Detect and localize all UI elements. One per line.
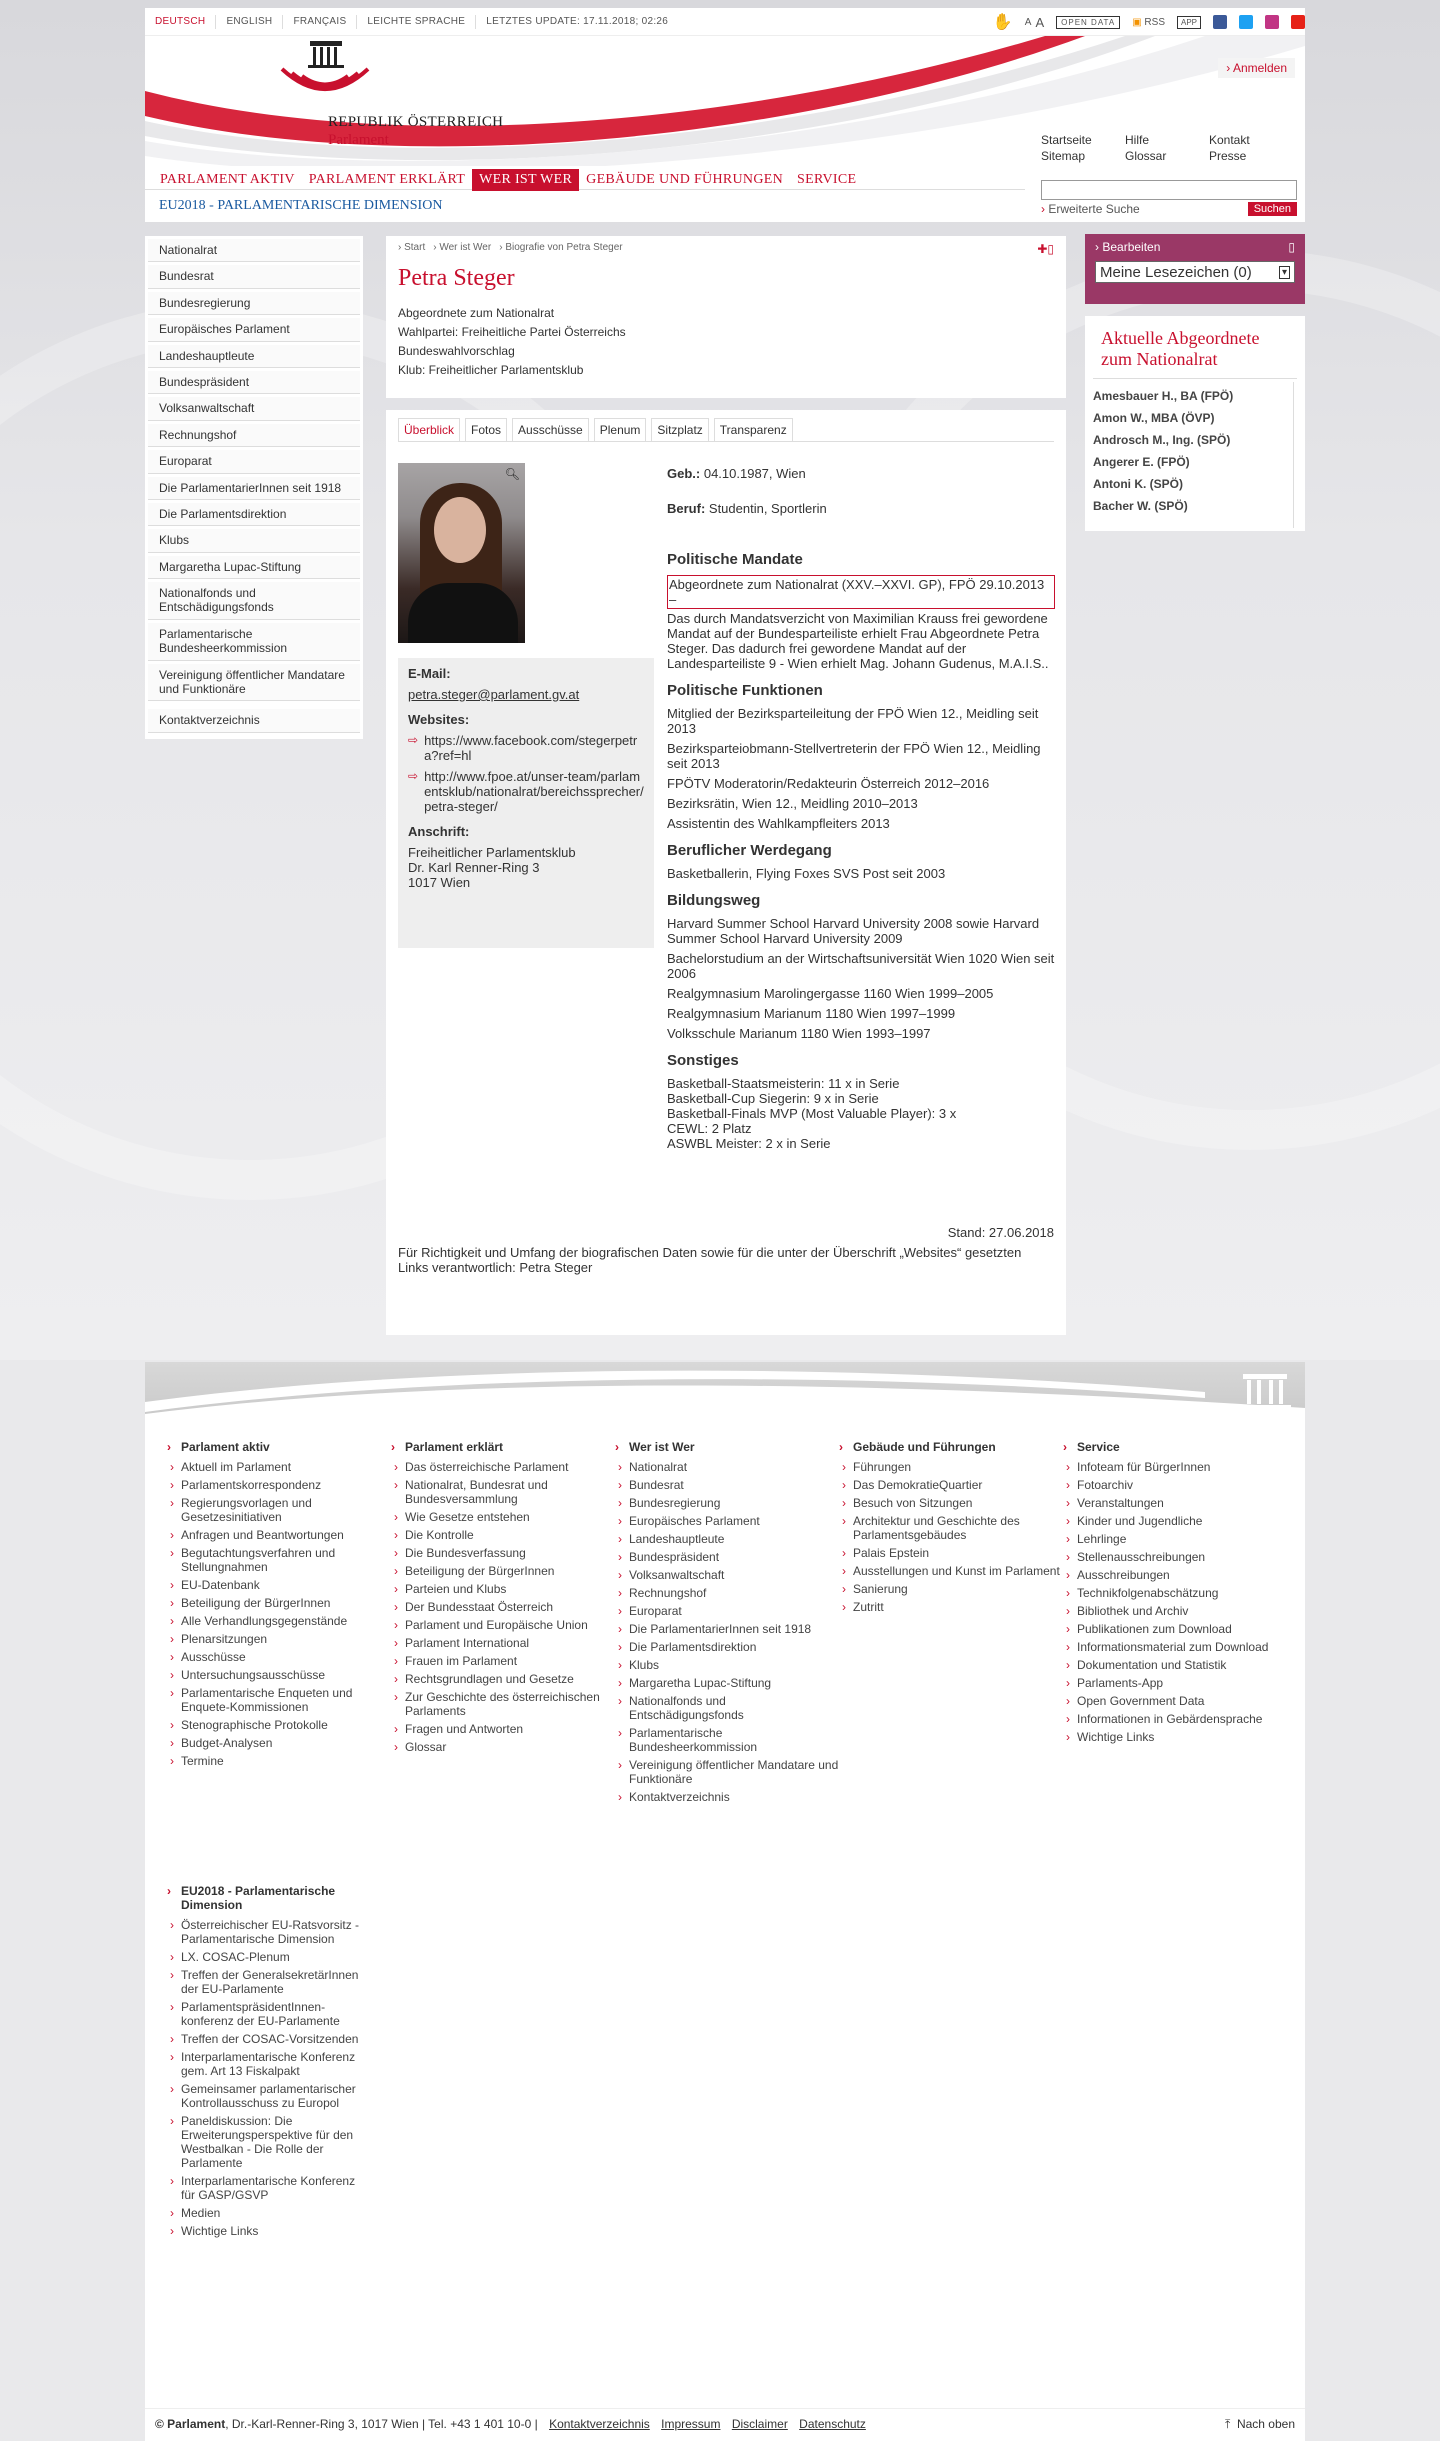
footer-link[interactable]: › Frauen im Parlament	[391, 1654, 615, 1668]
bio-item: Bezirksparteiobmann-Stellvertreterin der FPÖ Wien 12., Meidling seit 2013	[667, 741, 1041, 771]
footer-link[interactable]: › Medien	[167, 2206, 367, 2220]
footer-link[interactable]: › Zur Geschichte des österreichischen Parlaments	[391, 1690, 615, 1718]
tab-ueberblick[interactable]: Überblick	[398, 418, 460, 441]
section-heading: Politische Funktionen	[667, 682, 823, 699]
sidenav-item[interactable]: Nationalrat	[148, 239, 360, 262]
footer-link[interactable]: › Technikfolgenabschätzung	[1063, 1586, 1287, 1600]
footer-link[interactable]: › Parlamentskorrespondenz	[167, 1478, 391, 1492]
footer-link[interactable]: › Alle Verhandlungsgegenstände	[167, 1614, 391, 1628]
footer-link[interactable]: › Gemeinsamer parlamentarischer Kontrollausschuss zu Europol	[167, 2082, 367, 2110]
profile-header	[386, 236, 1066, 398]
footer-swoosh	[145, 1362, 1305, 1420]
external-link-icon: ⇨	[408, 769, 419, 783]
highlighted-mandate: Abgeordnete zum Nationalrat (XXV.–XXVI. GP), FPÖ 29.10.2013 –	[667, 575, 1055, 609]
profession-info: Beruf: Studentin, Sportlerin	[667, 501, 827, 516]
box-title: Aktuelle Abgeordnete zum Nationalrat	[1093, 324, 1297, 379]
breadcrumb-item: › Biografie von Petra Steger	[499, 242, 623, 253]
footer-link[interactable]: › Budget-Analysen	[167, 1736, 391, 1750]
footer-link[interactable]: › Europarat	[615, 1604, 839, 1618]
member-link[interactable]: Androsch M., Ing. (SPÖ)	[1093, 433, 1231, 447]
nav-wer-ist-wer[interactable]: WER IST WER	[472, 169, 579, 191]
footer-link[interactable]: › Wie Gesetze entstehen	[391, 1510, 615, 1524]
sidenav-item[interactable]: Bundesregierung	[148, 292, 360, 315]
person-party: Wahlpartei: Freiheitliche Partei Österreichs	[398, 325, 626, 339]
info-icon[interactable]: ▯	[1288, 240, 1295, 254]
footer-link[interactable]: › Treffen der COSAC-Vorsitzenden	[167, 2032, 367, 2046]
footer-link[interactable]: › Interparlamentarische Konferenz gem. Art 13 Fiskalpakt	[167, 2050, 367, 2078]
main-nav	[153, 169, 863, 191]
footer-link[interactable]: › Parlamentarische Bundesheerkommission	[615, 1726, 839, 1754]
footer-link[interactable]: › Lehrlinge	[1063, 1532, 1287, 1546]
sign-language-icon[interactable]: ✋	[992, 14, 1013, 31]
bio-item: Mitglied der Bezirksparteileitung der FPÖ Wien 12., Meidling seit 2013	[667, 706, 1039, 736]
person-role: Abgeordnete zum Nationalrat	[398, 306, 555, 320]
instagram-icon[interactable]	[1265, 15, 1279, 29]
footer-link[interactable]: › Rechtsgrundlagen und Gesetze	[391, 1672, 615, 1686]
bookmark-add-icon[interactable]: ✚▯	[1037, 242, 1054, 256]
footer-link[interactable]: › Glossar	[391, 1740, 615, 1754]
footer-link[interactable]: › Rechnungshof	[615, 1586, 839, 1600]
lang-francais[interactable]: FRANÇAIS	[283, 15, 357, 29]
address-line: Dr. Karl Renner-Ring 3	[408, 860, 540, 875]
footer-link[interactable]: › Kinder und Jugendliche	[1063, 1514, 1287, 1528]
footer-link[interactable]: › Bundesrat	[615, 1478, 839, 1492]
nav-gebaeude[interactable]: GEBÄUDE UND FÜHRUNGEN	[586, 172, 784, 187]
sidenav-item[interactable]: Nationalfonds und Entschädigungsfonds	[148, 582, 360, 620]
quicklink-glossar[interactable]: Glossar	[1125, 149, 1167, 163]
footer-link[interactable]: › Parteien und Klubs	[391, 1582, 615, 1596]
footer-link[interactable]: › Interparlamentarische Konferenz für GASP/GSVP	[167, 2174, 367, 2202]
footer-link[interactable]: › Termine	[167, 1754, 391, 1768]
member-link[interactable]: Antoni K. (SPÖ)	[1093, 477, 1183, 491]
tab-sitzplatz[interactable]: Sitzplatz	[651, 418, 708, 441]
footer-link[interactable]: › ParlamentspräsidentInnen-konferenz der EU-Parlamente	[167, 2000, 367, 2028]
footer-link[interactable]: › Österreichischer EU-Ratsvorsitz - Parlamentarische Dimension	[167, 1918, 367, 1946]
parliament-logo[interactable]	[280, 39, 370, 104]
member-link[interactable]: Amon W., MBA (ÖVP)	[1093, 411, 1215, 425]
footer-link[interactable]: › Das österreichische Parlament	[391, 1460, 615, 1474]
tab-plenum[interactable]: Plenum	[594, 418, 647, 441]
footer-link[interactable]: › Informationen in Gebärdensprache	[1063, 1712, 1287, 1726]
sidenav-item[interactable]: Margaretha Lupac-Stiftung	[148, 556, 360, 579]
footer-link[interactable]: › Volksanwaltschaft	[615, 1568, 839, 1582]
tab-transparenz[interactable]: Transparenz	[714, 418, 793, 441]
footer-link[interactable]: › Parlament International	[391, 1636, 615, 1650]
footer-link[interactable]: › Dokumentation und Statistik	[1063, 1658, 1287, 1672]
portrait-photo[interactable]	[398, 463, 525, 643]
bio-item: CEWL: 2 Platz	[667, 1121, 752, 1136]
footer-link[interactable]: › Die Parlamentsdirektion	[615, 1640, 839, 1654]
footer-link[interactable]: › Parlament und Europäische Union	[391, 1618, 615, 1632]
twitter-icon[interactable]	[1239, 15, 1253, 29]
lang-leichte-sprache[interactable]: LEICHTE SPRACHE	[357, 15, 476, 29]
footer-link[interactable]: › Veranstaltungen	[1063, 1496, 1287, 1510]
logo-republik: REPUBLIK ÖSTERREICH	[328, 114, 504, 130]
chevron-right-icon: ›	[1041, 202, 1045, 216]
last-update: LETZTES UPDATE: 17.11.2018; 02:26	[486, 15, 669, 27]
footer-link[interactable]: › Open Government Data	[1063, 1694, 1287, 1708]
back-to-top-link[interactable]: ⤒ Nach oben	[1224, 2417, 1295, 2431]
footer-link[interactable]: › Ausschüsse	[167, 1650, 391, 1664]
footer-link[interactable]: › Begutachtungsverfahren und Stellungnahmen	[167, 1546, 391, 1574]
bio-item: Basketball-Finals MVP (Most Valuable Player): 3 x	[667, 1106, 957, 1121]
footer-link[interactable]: › Nationalfonds und Entschädigungsfonds	[615, 1694, 839, 1722]
external-link-icon: ⇨	[408, 733, 419, 747]
address-line: 1017 Wien	[408, 875, 471, 890]
parliament-building-icon	[280, 39, 370, 101]
quicklink-startseite[interactable]: Startseite	[1041, 133, 1092, 147]
login-button[interactable]: › Anmelden	[1218, 58, 1295, 78]
footer-link[interactable]: › Der Bundesstaat Österreich	[391, 1600, 615, 1614]
facebook-icon[interactable]	[1213, 15, 1227, 29]
breadcrumb-item[interactable]: › Wer ist Wer	[433, 242, 492, 253]
footer-heading[interactable]: › Service	[1063, 1440, 1287, 1454]
footer-link[interactable]: › Europäisches Parlament	[615, 1514, 839, 1528]
footer-link[interactable]: › Bundesregierung	[615, 1496, 839, 1510]
zoom-icon[interactable]: 🔍︎	[504, 467, 520, 481]
footer-link[interactable]: › Margaretha Lupac-Stiftung	[615, 1676, 839, 1690]
quick-links	[1041, 133, 1293, 163]
footer-link[interactable]: › Vereinigung öffentlicher Mandatare und Funktionäre	[615, 1758, 839, 1786]
nav-eu2018[interactable]: EU2018 - PARLAMENTARISCHE DIMENSION	[159, 198, 443, 213]
person-club: Klub: Freiheitlicher Parlamentsklub	[398, 363, 584, 377]
footer-link[interactable]: › Informationsmaterial zum Download	[1063, 1640, 1287, 1654]
bio-item: Realgymnasium Marolingergasse 1160 Wien 1999–2005	[667, 986, 994, 1001]
footer-link[interactable]: › Fotoarchiv	[1063, 1478, 1287, 1492]
parliament-building-icon	[1237, 1370, 1293, 1412]
footer-link[interactable]: › Kontaktverzeichnis	[615, 1790, 839, 1804]
nav-service[interactable]: SERVICE	[797, 172, 857, 187]
footer-link[interactable]: › Zutritt	[839, 1600, 1063, 1614]
page-title: Petra Steger	[398, 265, 515, 291]
footer-legal-link[interactable]: Datenschutz	[799, 2417, 866, 2431]
footer-link[interactable]: › Klubs	[615, 1658, 839, 1672]
bio-item: Volksschule Marianum 1180 Wien 1993–1997	[667, 1026, 931, 1041]
sidenav-item[interactable]: Klubs	[148, 529, 360, 552]
footer-link[interactable]: › Stellenausschreibungen	[1063, 1550, 1287, 1564]
footer-link[interactable]: › Wichtige Links	[1063, 1730, 1287, 1744]
breadcrumb	[398, 242, 1054, 253]
address-line: Freiheitlicher Parlamentsklub	[408, 845, 576, 860]
footer-link[interactable]: › Die ParlamentarierInnen seit 1918	[615, 1622, 839, 1636]
footer-link[interactable]: › Untersuchungsausschüsse	[167, 1668, 391, 1682]
footer-link[interactable]: › Die Bundesverfassung	[391, 1546, 615, 1560]
advanced-search-link[interactable]: › Erweiterte Suche	[1041, 202, 1140, 216]
footer-column	[391, 1440, 615, 1808]
footer-link[interactable]: › Parlamentarische Enqueten und Enquete-Kommissionen	[167, 1686, 391, 1714]
tab-fotos[interactable]: Fotos	[465, 418, 507, 441]
sidenav-item[interactable]: Volksanwaltschaft	[148, 397, 360, 420]
lang-english[interactable]: ENGLISH	[216, 15, 283, 29]
quicklink-presse[interactable]: Presse	[1209, 149, 1247, 163]
footer-link[interactable]: › Nationalrat	[615, 1460, 839, 1474]
breadcrumb-item[interactable]: › Start	[398, 242, 426, 253]
bookmarks-select[interactable]: Meine Lesezeichen (0) ▾	[1095, 261, 1295, 283]
footer-link[interactable]: › Palais Epstein	[839, 1546, 1063, 1560]
sidenav-item[interactable]: Europarat	[148, 450, 360, 473]
footer-heading[interactable]: › Wer ist Wer	[615, 1440, 839, 1454]
bio-item: Harvard Summer School Harvard University 2008 sowie Harvard Summer School Harvard University 2009	[667, 916, 1040, 946]
footer-link[interactable]: › LX. COSAC-Plenum	[167, 1950, 367, 1964]
open-data-button[interactable]: OPEN DATA	[1056, 16, 1120, 29]
lang-deutsch[interactable]: DEUTSCH	[145, 15, 216, 29]
footer-link[interactable]: › Publikationen zum Download	[1063, 1622, 1287, 1636]
contact-box	[398, 658, 654, 948]
footer-eu-column	[167, 1884, 367, 2242]
footer-link[interactable]: › Wichtige Links	[167, 2224, 367, 2238]
tab-bar	[398, 418, 1054, 442]
logo-text	[328, 114, 503, 149]
member-link[interactable]: Angerer E. (FPÖ)	[1093, 455, 1190, 469]
footer-link[interactable]: › Nationalrat, Bundesrat und Bundesversammlung	[391, 1478, 615, 1506]
chevron-right-icon: ›	[1226, 61, 1231, 75]
header	[145, 8, 1305, 222]
footer-link[interactable]: › Die Kontrolle	[391, 1528, 615, 1542]
footer-link[interactable]: › Treffen der GeneralsekretärInnen der EU-Parlamente	[167, 1968, 367, 1996]
footer-link[interactable]: › Landeshauptleute	[615, 1532, 839, 1546]
font-large-button[interactable]: A	[1035, 14, 1045, 30]
sidenav-item[interactable]: Kontaktverzeichnis	[148, 709, 360, 732]
bookmarks-box	[1085, 234, 1305, 304]
main-content	[386, 236, 1066, 1335]
bio-item: Bachelorstudium an der Wirtschaftsuniversität Wien 1020 Wien seit 2006	[667, 951, 1055, 981]
rss-icon: ▣	[1132, 16, 1142, 28]
quicklink-kontakt[interactable]: Kontakt	[1209, 133, 1250, 147]
footer-link[interactable]: › Sanierung	[839, 1582, 1063, 1596]
sidenav-item[interactable]: Die Parlamentsdirektion	[148, 503, 360, 526]
profile-body	[386, 410, 1066, 1335]
last-updated: Stand: 27.06.2018	[947, 1225, 1054, 1240]
footer-column	[839, 1440, 1063, 1808]
footer-banner	[145, 1362, 1305, 1420]
quicklink-hilfe[interactable]: Hilfe	[1125, 133, 1150, 147]
font-small-button[interactable]: A	[1024, 16, 1032, 28]
member-link[interactable]: Amesbauer H., BA (FPÖ)	[1093, 389, 1234, 403]
bio-item: Basketballerin, Flying Foxes SVS Post seit 2003	[667, 866, 946, 881]
tab-ausschuesse[interactable]: Ausschüsse	[512, 418, 589, 441]
sidenav-item[interactable]: Europäisches Parlament	[148, 318, 360, 341]
rss-link[interactable]: ▣ RSS	[1132, 16, 1165, 28]
bio-item: Basketball-Staatsmeisterin: 11 x in Serie	[667, 1076, 900, 1091]
section-heading: Politische Mandate	[667, 551, 803, 568]
footer-link[interactable]: › Beteiligung der BürgerInnen	[391, 1564, 615, 1578]
footer-legal-link[interactable]: Kontaktverzeichnis	[549, 2417, 650, 2431]
bio-item: Realgymnasium Marianum 1180 Wien 1997–1999	[667, 1006, 956, 1021]
sidenav-item[interactable]: Bundespräsident	[148, 371, 360, 394]
bio-item: Assistentin des Wahlkampfleiters 2013	[667, 816, 890, 831]
footer-column	[615, 1440, 839, 1808]
person-list: Bundeswahlvorschlag	[398, 344, 515, 358]
copyright: © Parlament, Dr.-Karl-Renner-Ring 3, 1017 Wien | Tel. +43 1 401 10-0 | Kontaktverzeichnis Impressum Disclaimer Datenschutz	[155, 2417, 866, 2431]
footer-link[interactable]: › Ausschreibungen	[1063, 1568, 1287, 1582]
footer-column	[1063, 1440, 1287, 1808]
footer-link[interactable]: › Architektur und Geschichte des Parlamentsgebäudes	[839, 1514, 1063, 1542]
quicklink-sitemap[interactable]: Sitemap	[1041, 149, 1086, 163]
footer	[145, 1362, 1305, 2441]
sidenav-item[interactable]: Rechnungshof	[148, 424, 360, 447]
disclaimer-text: Für Richtigkeit und Umfang der biografischen Daten sowie für die unter der Überschrift „Websites“ gesetzten Links verantwortlich: Petra Steger	[398, 1245, 1022, 1275]
nav-parlament-aktiv[interactable]: PARLAMENT AKTIV	[160, 172, 295, 187]
toolbar	[993, 12, 1305, 32]
sidenav-item[interactable]: Landeshauptleute	[148, 345, 360, 368]
footer-link[interactable]: › Fragen und Antworten	[391, 1722, 615, 1736]
address-label: Anschrift:	[408, 824, 470, 839]
member-link[interactable]: Bacher W. (SPÖ)	[1093, 499, 1188, 513]
footer-legal-link[interactable]: Impressum	[661, 2417, 721, 2431]
website-link[interactable]: ⇨ http://www.fpoe.at/unser-team/parlamentsklub/nationalrat/bereichssprecher/petra-steger/	[408, 769, 644, 814]
footer-link[interactable]: › Paneldiskussion: Die Erweiterungsperspektive für den Westbalkan - Die Rolle der Parlamente	[167, 2114, 367, 2170]
youtube-icon[interactable]	[1291, 15, 1305, 29]
email-link[interactable]: petra.steger@parlament.gv.at	[408, 687, 580, 702]
footer-link[interactable]: › Aktuell im Parlament	[167, 1460, 391, 1474]
sidenav-item[interactable]: Parlamentarische Bundesheerkommission	[148, 623, 360, 661]
sidenav-item[interactable]: Bundesrat	[148, 265, 360, 288]
app-button[interactable]: APP	[1177, 16, 1201, 29]
birth-info: Geb.: 04.10.1987, Wien	[667, 466, 806, 481]
mandate-text: Das durch Mandatsverzicht von Maximilian Krauss frei gewordene Mandat auf der Bundesparteiliste erhielt Frau Abgeordnete Petra Steger. Das dadurch frei gewordene Mandat auf der Landesparteiliste 9 - Wien erhielt Mag. Johann Gudenus, M.A.I.S..	[667, 611, 1049, 671]
right-sidebar	[1085, 234, 1305, 531]
footer-link[interactable]: › Ausstellungen und Kunst im Parlament	[839, 1564, 1063, 1578]
footer-link[interactable]: › Infoteam für BürgerInnen	[1063, 1460, 1287, 1474]
search-input[interactable]	[1041, 180, 1297, 200]
sidenav-item[interactable]: Die ParlamentarierInnen seit 1918	[148, 477, 360, 500]
search-button[interactable]: Suchen	[1248, 202, 1297, 216]
arrow-up-icon: ⤒	[1224, 2417, 1231, 2431]
section-heading: Beruflicher Werdegang	[667, 842, 832, 859]
footer-link[interactable]: › Parlaments-App	[1063, 1676, 1287, 1690]
search-box	[1041, 180, 1297, 216]
bio-item: ASWBL Meister: 2 x in Serie	[667, 1136, 831, 1151]
footer-link[interactable]: › Bibliothek und Archiv	[1063, 1604, 1287, 1618]
edit-link[interactable]: › Bearbeiten	[1095, 240, 1161, 254]
bio-item: FPÖTV Moderatorin/Redakteurin Österreich 2012–2016	[667, 776, 990, 791]
section-heading: Bildungsweg	[667, 892, 761, 909]
footer-heading[interactable]: › Parlament erklärt	[391, 1440, 615, 1454]
footer-link[interactable]: › Plenarsitzungen	[167, 1632, 391, 1646]
logo-parlament: Parlament	[328, 132, 389, 148]
footer-heading[interactable]: › Parlament aktiv	[167, 1440, 391, 1454]
bio-item: Bezirksrätin, Wien 12., Meidling 2010–2013	[667, 796, 918, 811]
websites-label: Websites:	[408, 712, 470, 727]
footer-link[interactable]: › Besuch von Sitzungen	[839, 1496, 1063, 1510]
footer-columns	[167, 1440, 1287, 1808]
footer-bottom-bar	[145, 2408, 1305, 2438]
email-label: E-Mail:	[408, 666, 451, 681]
footer-column	[167, 1440, 391, 1808]
footer-link[interactable]: › Führungen	[839, 1460, 1063, 1474]
footer-link[interactable]: › Regierungsvorlagen und Gesetzesinitiativen	[167, 1496, 391, 1524]
chevron-down-icon: ▾	[1279, 266, 1290, 279]
footer-heading[interactable]: › Gebäude und Führungen	[839, 1440, 1063, 1454]
side-nav	[145, 236, 363, 739]
footer-link[interactable]: › Bundespräsident	[615, 1550, 839, 1564]
website-link[interactable]: ⇨ https://www.facebook.com/stegerpetra?ref=hl	[408, 733, 638, 763]
footer-link[interactable]: › Das DemokratieQuartier	[839, 1478, 1063, 1492]
nav-parlament-erklaert[interactable]: PARLAMENT ERKLÄRT	[308, 172, 466, 187]
footer-link[interactable]: › Beteiligung der BürgerInnen	[167, 1596, 391, 1610]
footer-heading[interactable]: › EU2018 - Parlamentarische Dimension	[167, 1884, 367, 1912]
bio-item: Basketball-Cup Siegerin: 9 x in Serie	[667, 1091, 879, 1106]
chevron-right-icon: ›	[1095, 240, 1099, 254]
current-members-box	[1085, 316, 1305, 531]
scrollbar[interactable]	[1293, 382, 1305, 528]
footer-link[interactable]: › Stenographische Protokolle	[167, 1718, 391, 1732]
footer-link[interactable]: › EU-Datenbank	[167, 1578, 391, 1592]
footer-legal-link[interactable]: Disclaimer	[731, 2417, 788, 2431]
footer-link[interactable]: › Anfragen und Beantwortungen	[167, 1528, 391, 1542]
sidenav-item[interactable]: Vereinigung öffentlicher Mandatare und Funktionäre	[148, 664, 360, 702]
section-heading: Sonstiges	[667, 1052, 739, 1069]
biography	[667, 466, 1055, 1151]
